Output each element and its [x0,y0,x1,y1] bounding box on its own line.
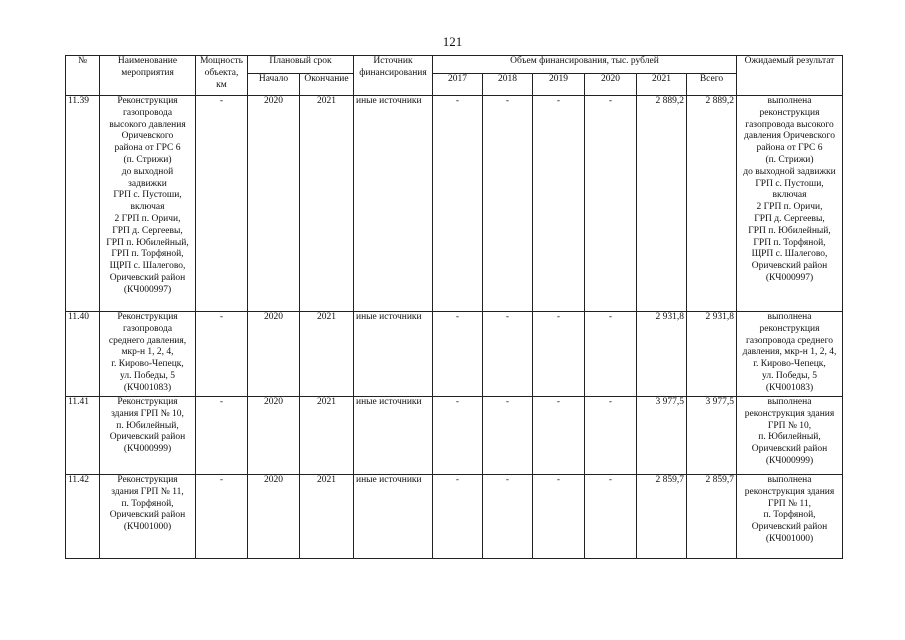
header-total: Всего [687,74,737,96]
row-name: Реконструкция газопровода высокого давления Оричевского района от ГРС 6 (п. Стрижи) до выходной задвижки ГРП с. Пустоши, включая 2 ГРП п. Оричи, ГРП д. Сергеевы, ГРП п. Юбилейный, ГРП п. Торфяной, ЩРП с. Шалегово, Оричевский район (КЧ000997) [100,96,196,312]
row-start: 2020 [248,312,300,397]
row-total: 2 889,2 [687,96,737,312]
row-2021: 2 931,8 [637,312,687,397]
header-year-2019: 2019 [533,74,585,96]
header-start: Начало [248,74,300,96]
row-num: 11.42 [66,475,100,559]
row-result: выполнена реконструкция здания ГРП № 10, п. Юбилейный, Оричевский район (КЧ000999) [737,397,843,475]
table-row [66,96,843,312]
row-2018: - [483,312,533,397]
table-row [66,475,843,559]
row-source: иные источники [354,397,433,475]
row-2021: 2 889,2 [637,96,687,312]
row-start: 2020 [248,397,300,475]
table-row [66,312,843,397]
row-result: выполнена реконструкция здания ГРП № 11, п. Торфяной, Оричевский район (КЧ001000) [737,475,843,559]
row-start: 2020 [248,96,300,312]
row-name: Реконструкция газопровода среднего давления, мкр-н 1, 2, 4, г. Кирово-Чепецк, ул. Победы, 5 (КЧ001083) [100,312,196,397]
header-num: № [66,56,100,96]
header-year-2018: 2018 [483,74,533,96]
row-2020: - [585,312,637,397]
row-total: 3 977,5 [687,397,737,475]
row-source: иные источники [354,312,433,397]
row-total: 2 859,7 [687,475,737,559]
header-year-2017: 2017 [433,74,483,96]
row-2021: 3 977,5 [637,397,687,475]
header-source: Источник финансирования [354,56,433,96]
row-num: 11.41 [66,397,100,475]
funding-table [65,55,843,559]
row-capacity: - [196,312,248,397]
row-result: выполнена реконструкция газопровода высокого давления Оричевского района от ГРС 6 (п. Стрижи) до выходной задвижки ГРП с. Пустоши, включая 2 ГРП п. Оричи, ГРП д. Сергеевы, ГРП п. Юбилейный, ГРП п. Торфяной, ЩРП с. Шалегово, Оричевский район (КЧ000997) [737,96,843,312]
row-name: Реконструкция здания ГРП № 10, п. Юбилейный, Оричевский район (КЧ000999) [100,397,196,475]
row-capacity: - [196,397,248,475]
row-2017: - [433,397,483,475]
row-total: 2 931,8 [687,312,737,397]
header-funding: Объем финансирования, тыс. рублей [433,56,737,74]
row-2020: - [585,397,637,475]
row-result: выполнена реконструкция газопровода среднего давления, мкр-н 1, 2, 4, г. Кирово-Чепецк, ул. Победы, 5 (КЧ001083) [737,312,843,397]
row-end: 2021 [300,397,354,475]
row-start: 2020 [248,475,300,559]
row-2018: - [483,96,533,312]
row-2019: - [533,312,585,397]
row-2017: - [433,96,483,312]
row-name: Реконструкция здания ГРП № 11, п. Торфяной, Оричевский район (КЧ001000) [100,475,196,559]
header-planned-term: Плановый срок [248,56,354,74]
row-num: 11.40 [66,312,100,397]
row-2018: - [483,475,533,559]
header-end: Окончание [300,74,354,96]
row-num: 11.39 [66,96,100,312]
header-result: Ожидаемый результат [737,56,843,96]
row-2021: 2 859,7 [637,475,687,559]
row-2020: - [585,96,637,312]
row-2019: - [533,96,585,312]
row-source: иные источники [354,96,433,312]
row-end: 2021 [300,475,354,559]
header-capacity: Мощность объекта, км [196,56,248,96]
row-2017: - [433,475,483,559]
header-year-2021: 2021 [637,74,687,96]
row-2020: - [585,475,637,559]
row-2017: - [433,312,483,397]
row-2019: - [533,397,585,475]
row-source: иные источники [354,475,433,559]
table-row [66,397,843,475]
row-2019: - [533,475,585,559]
header-year-2020: 2020 [585,74,637,96]
row-capacity: - [196,96,248,312]
row-2018: - [483,397,533,475]
row-end: 2021 [300,312,354,397]
row-capacity: - [196,475,248,559]
page-number: 121 [442,34,463,49]
header-name: Наименование мероприятия [100,56,196,96]
row-end: 2021 [300,96,354,312]
